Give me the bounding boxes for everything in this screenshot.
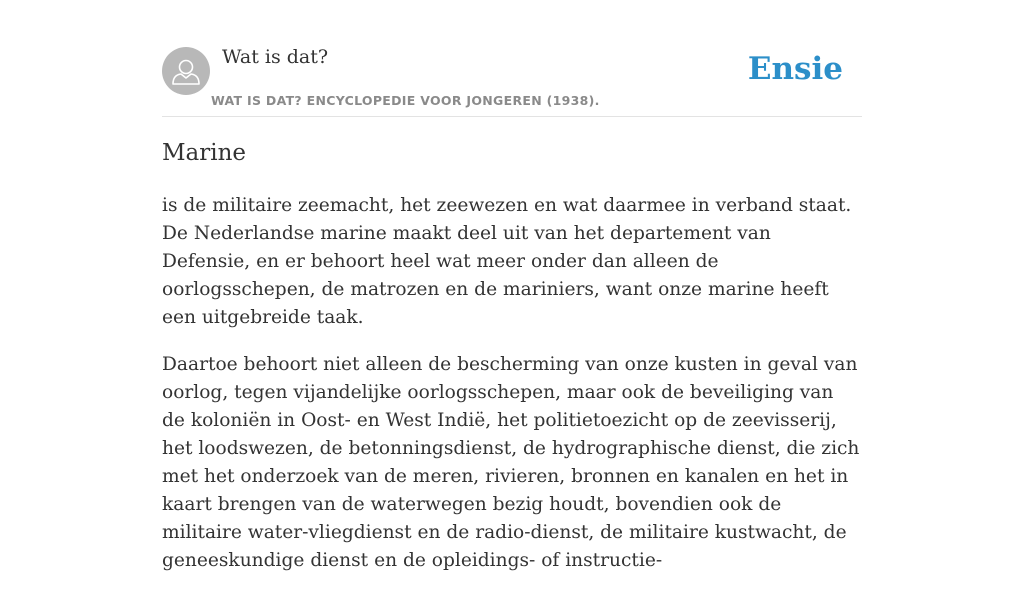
entry-paragraph: is de militaire zeemacht, het zeewezen en wat daarmee in verband staat. De Nederlandse marine maakt deel uit van het departement van Defensie, en er behoort heel wat meer onder dan alleen de oorlogsschepen, de matrozen en de mariniers, want onze marine heeft een uitgebreide taak. [162, 195, 852, 328]
avatar[interactable] [162, 47, 210, 95]
source-subtitle: WAT IS DAT? ENCYCLOPEDIE VOOR JONGEREN (1938). [211, 93, 600, 108]
page-container [162, 0, 862, 571]
source-title[interactable]: Wat is dat? [222, 46, 329, 68]
source-header [162, 0, 862, 117]
entry-body [162, 192, 862, 594]
user-silhouette-icon [162, 47, 210, 95]
entry-paragraph: Daartoe behoort niet alleen de bescherming van onze kusten in geval van oorlog, tegen vijandelijke oorlogsschepen, maar ook de beveiliging van de koloniën in Oost- en West Indië, het politietoezicht op de zeevisserij, het loodswezen, de betonningsdienst, de hydrographische dienst, die zich met het onderzoek van de meren, rivieren, bronnen en kanalen en het in kaart brengen van de waterwegen bezig houdt, bovendien ook de militaire water-vliegdienst en de radio-dienst, de militaire kustwacht, de geneeskundige dienst en de opleidings- of instructie- [162, 354, 860, 571]
ensie-logo[interactable]: Ensie [747, 51, 843, 87]
entry-title: Marine [162, 140, 247, 166]
